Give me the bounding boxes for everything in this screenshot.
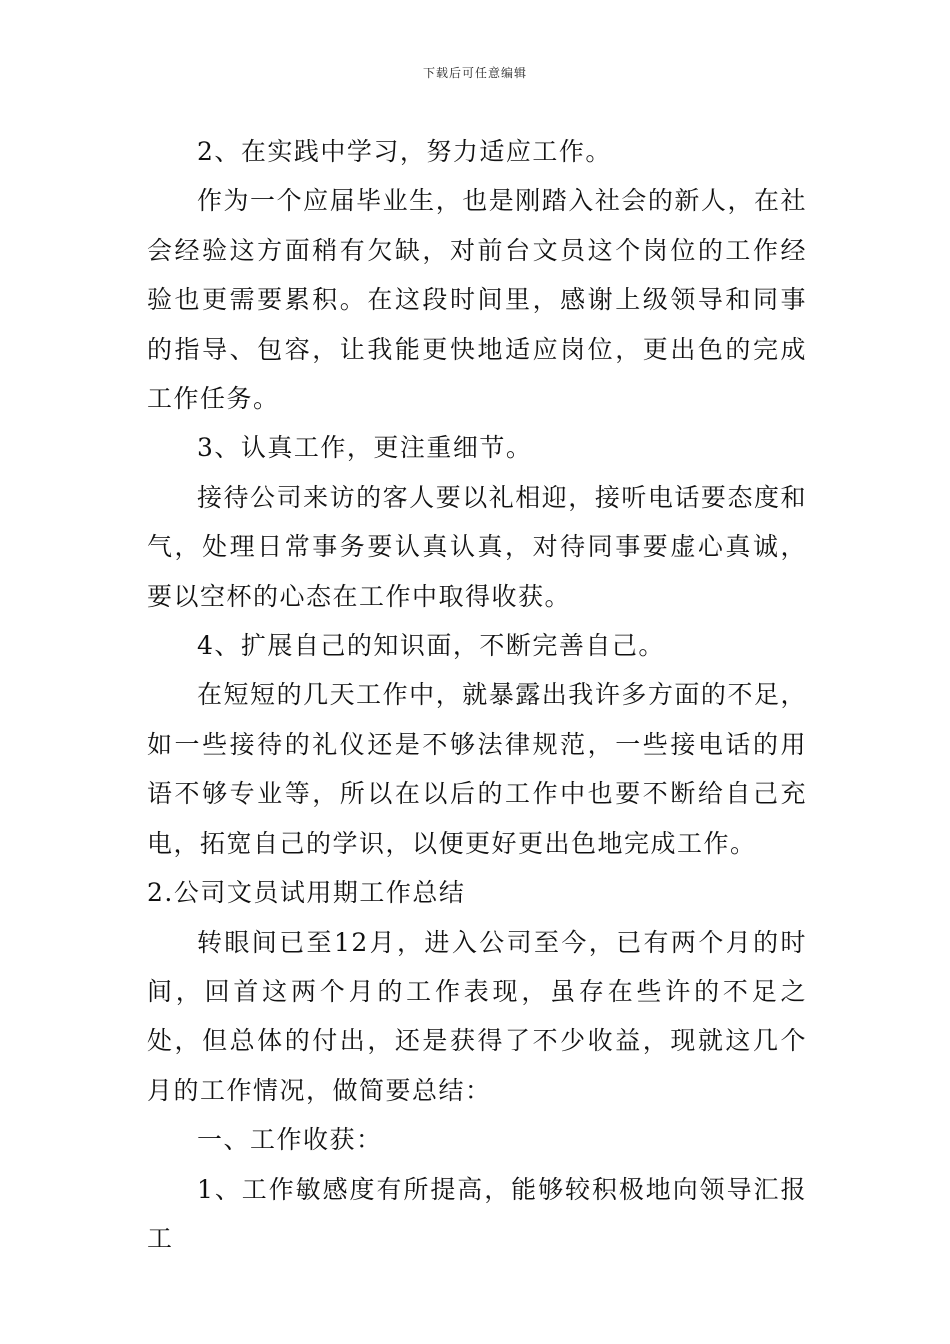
- paragraph-shortcomings: 在短短的几天工作中，就暴露出我许多方面的不足，如一些接待的礼仪还是不够法律规范，一些接电话的用语不够专业等，所以在以后的工作中也要不断给自己充电，拓宽自己的学识，以便更好更出色地完成工作。: [147, 680, 807, 858]
- paragraph-item-4-heading: 4、扩展自己的知识面，不断完善自己。: [197, 631, 665, 661]
- page-header-note: 下载后可任意编辑: [422, 66, 527, 80]
- paragraph-item-3-heading: 3、认真工作，更注重细节。: [197, 433, 533, 463]
- paragraph-gains-item-1: 1、工作敏感度有所提高，能够较积极地向领导汇报工: [147, 1174, 807, 1253]
- paragraph-reception: 接待公司来访的客人要以礼相迎，接听电话要态度和气，处理日常事务要认真认真，对待同事要虚心真诚，要以空杯的心态在工作中取得收获。: [147, 482, 807, 611]
- paragraph-gains-heading: 一、工作收获：: [197, 1125, 383, 1155]
- section-title: 2.公司文员试用期工作总结: [147, 878, 466, 908]
- document-body: [147, 127, 807, 1263]
- paragraph-new-graduate: 作为一个应届毕业生，也是刚踏入社会的新人，在社会经验这方面稍有欠缺，对前台文员这个岗位的工作经验也更需要累积。在这段时间里，感谢上级领导和同事的指导、包容，让我能更快地适应岗位，更出色的完成工作任务。: [147, 186, 807, 414]
- paragraph-item-2-heading: 2、在实践中学习，努力适应工作。: [197, 137, 612, 166]
- paragraph-intro: 转眼间已至12月，进入公司至今，已有两个月的时间，回首这两个月的工作表现，虽存在些许的不足之处，但总体的付出，还是获得了不少收益，现就这几个月的工作情况，做简要总结：: [147, 927, 807, 1105]
